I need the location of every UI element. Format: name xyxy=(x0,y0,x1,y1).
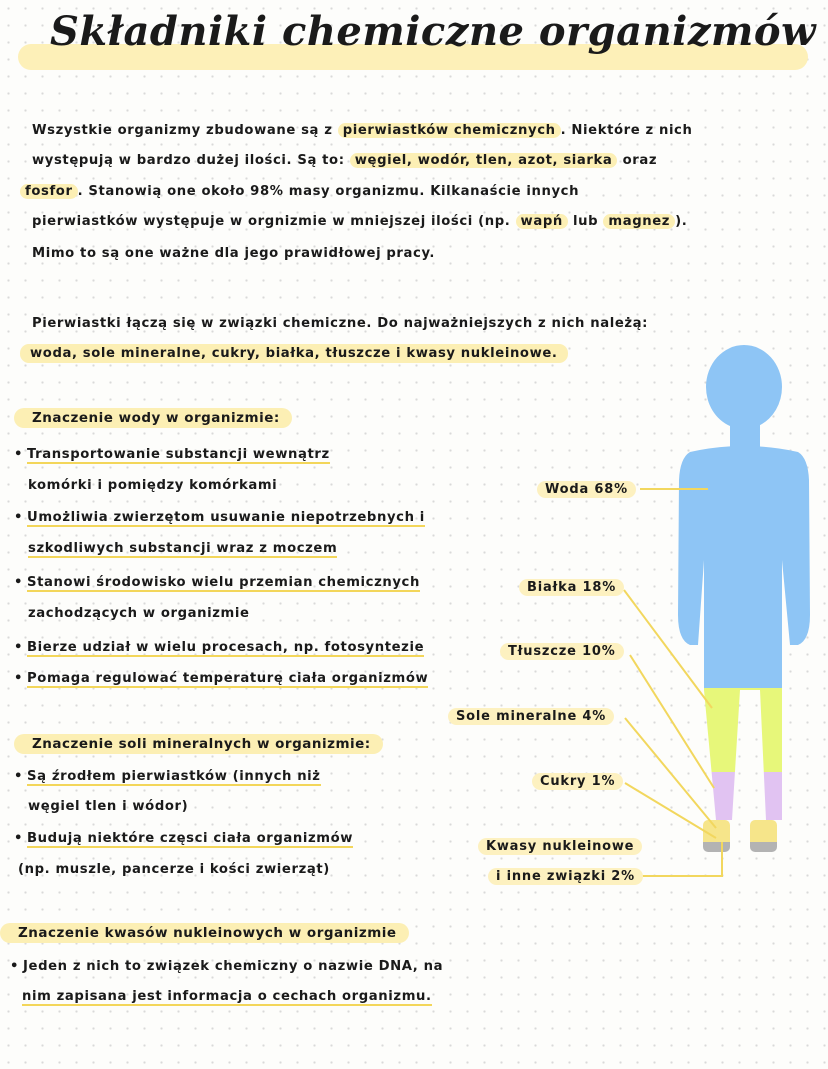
water-text: Stanowi środowisko wielu przemian chemicznych xyxy=(27,575,420,590)
nucleic-heading: Znaczenie kwasów nukleinowych w organizmie xyxy=(0,923,409,943)
salts-text: Budują niektóre częsci ciała organizmów xyxy=(27,831,354,846)
intro-text: . Niektóre z nich xyxy=(560,123,693,138)
salts-heading: Znaczenie soli mineralnych w organizmie: xyxy=(14,734,383,754)
label-fats: Tłuszcze 10% xyxy=(500,643,624,660)
body-proteins-region xyxy=(670,688,820,772)
label-sugars: Cukry 1% xyxy=(532,773,623,790)
label-nucleic-1: Kwasy nukleinowe xyxy=(478,838,642,855)
intro-text: występują w bardzo dużej ilości. Są to: xyxy=(32,153,350,168)
nucleic-text: nim zapisana jest informacja o cechach organizmu. xyxy=(22,989,432,1004)
intro-highlight: węgiel, wodór, tlen, azot, siarka xyxy=(350,153,618,168)
nucleic-text: Jeden z nich to związek chemiczny o nazwie DNA, na xyxy=(23,959,444,974)
water-bullet-3b: zachodzących w organizmie xyxy=(28,606,250,621)
salts-bullet-1b: węgiel tlen i wódor) xyxy=(28,799,189,814)
connector-fats xyxy=(630,655,714,788)
intro-highlight: fosfor xyxy=(20,184,78,199)
compounds-highlight: woda, sole mineralne, cukry, białka, tłuszcze i kwasy nukleinowe. xyxy=(20,344,568,363)
intro-text: oraz xyxy=(617,153,658,168)
water-text: Umożliwia zwierzętom usuwanie niepotrzebnych i xyxy=(27,510,425,525)
water-bullet-1b: komórki i pomiędzy komórkami xyxy=(28,478,278,493)
water-text: Transportowanie substancji wewnątrz xyxy=(27,447,330,462)
intro-highlight: magnez xyxy=(603,214,675,229)
water-text: Bierze udział w wielu procesach, np. fotosyntezie xyxy=(27,640,425,655)
water-heading: Znaczenie wody w organizmie: xyxy=(14,408,292,428)
label-salts: Sole mineralne 4% xyxy=(448,708,614,725)
intro-text: . Stanowią one około 98% masy organizmu. Kilkanaście innych xyxy=(77,184,580,199)
body-feet-region xyxy=(670,842,820,854)
page-title: Składniki chemiczne organizmów xyxy=(50,8,816,55)
intro-text: lub xyxy=(567,214,604,229)
intro-text: ). xyxy=(675,214,688,229)
body-silhouette xyxy=(670,340,820,854)
salts-bullet-2b: (np. muszle, pancerze i kości zwierząt) xyxy=(18,862,330,877)
intro-highlight: wapń xyxy=(516,214,568,229)
water-text: szkodliwych substancji wraz z moczem xyxy=(28,541,338,556)
salts-text: Są źrodłem pierwiastków (innych niż xyxy=(27,769,321,784)
compounds-line-1: Pierwiastki łączą się w związki chemiczne. Do najważniejszych z nich należą: xyxy=(32,316,649,331)
intro-text: Wszystkie organizmy zbudowane są z xyxy=(32,123,338,138)
intro-text: pierwiastków występuje w orgnizmie w mniejszej ilości (np. xyxy=(32,214,516,229)
intro-highlight: pierwiastków chemicznych xyxy=(338,123,561,138)
body-water-region xyxy=(670,340,820,688)
label-nucleic-2: i inne związki 2% xyxy=(488,868,643,885)
label-proteins: Białka 18% xyxy=(519,579,624,596)
intro-line-5: Mimo to są one ważne dla jego prawidłowej pracy. xyxy=(32,246,436,261)
water-text: Pomaga regulować temperaturę ciała organizmów xyxy=(27,671,429,686)
label-water: Woda 68% xyxy=(537,481,636,498)
body-fats-region xyxy=(670,772,820,820)
